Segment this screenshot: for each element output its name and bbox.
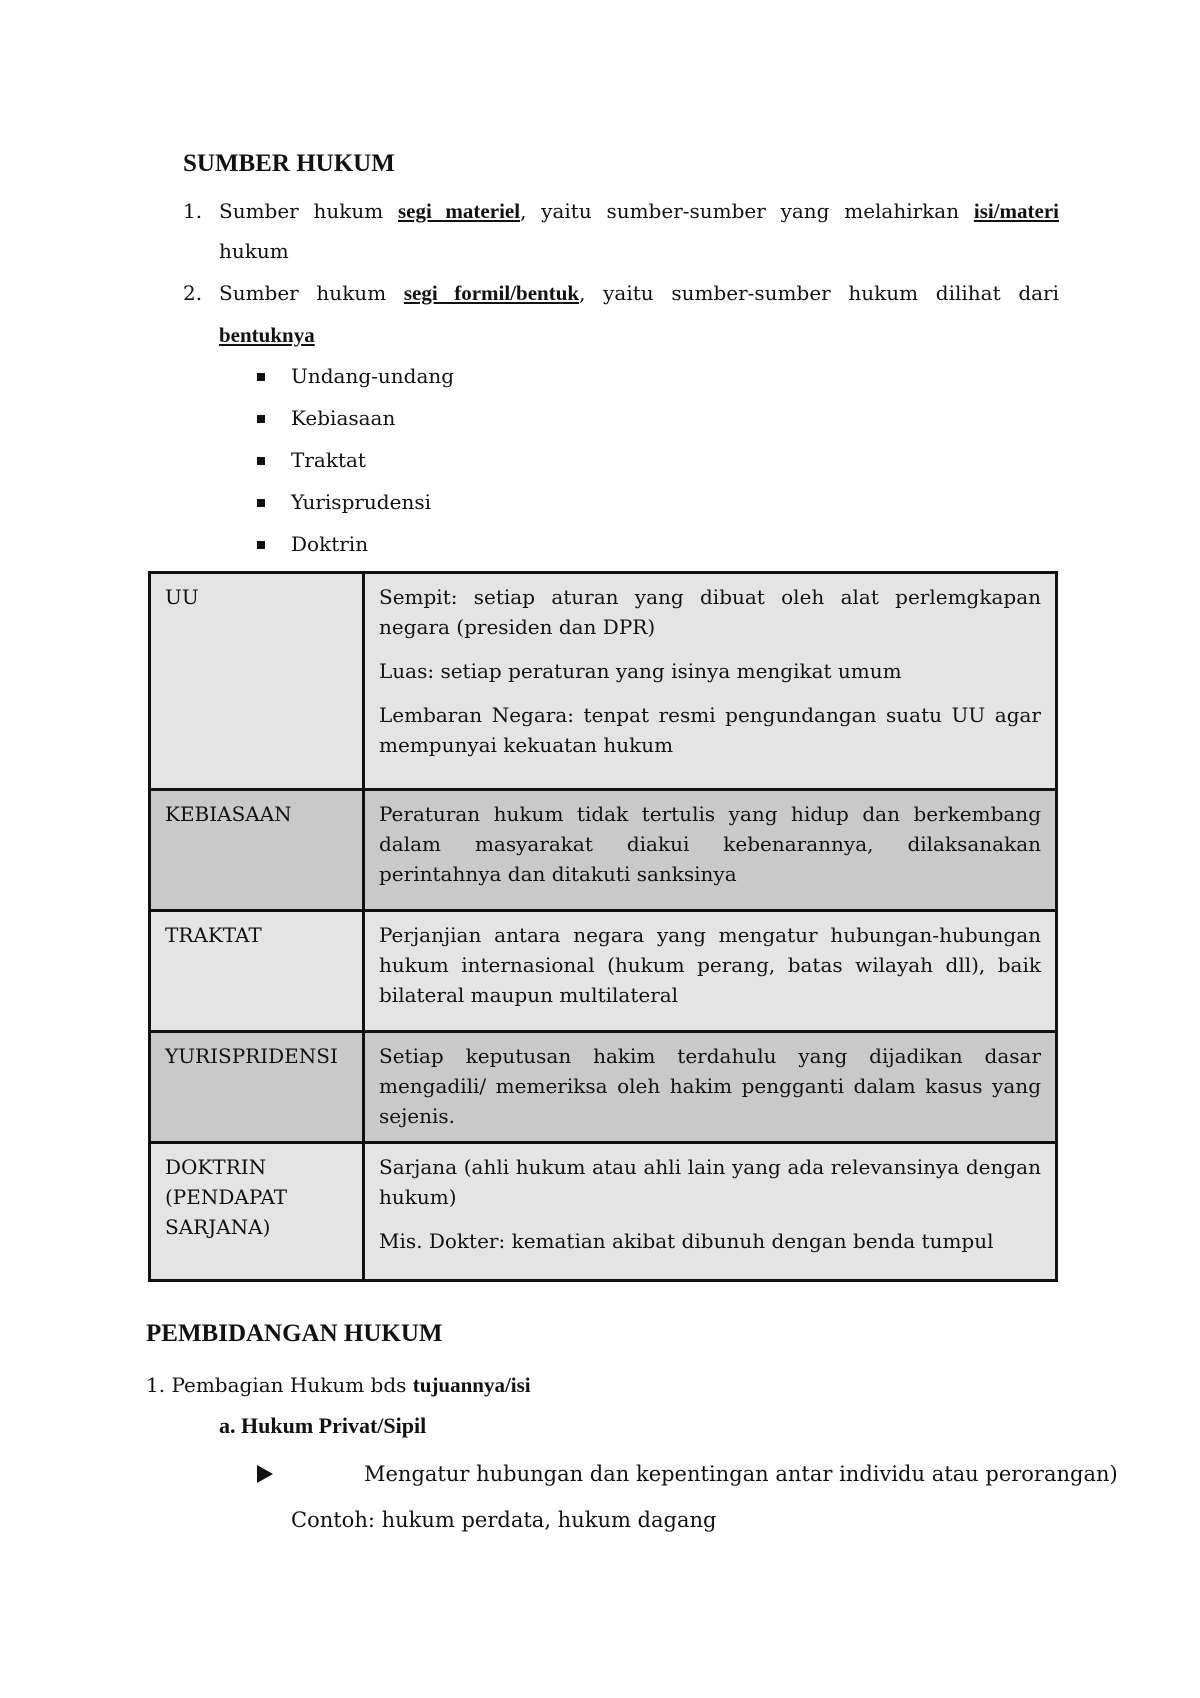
item2-emph-bentuknya: bentuknya xyxy=(219,323,315,347)
table-paragraph: Setiap keputusan hakim terdahulu yang dijadikan dasar mengadili/ memeriksa oleh hakim pengganti dalam kasus yang sejenis. xyxy=(379,1044,1041,1128)
table-row xyxy=(150,1032,1057,1143)
section2-item-1 xyxy=(146,1364,531,1406)
section2-item1-text: 1. Pembagian Hukum bds xyxy=(146,1373,413,1397)
item1-text-a: Sumber hukum xyxy=(219,199,398,223)
sumber-hukum-table xyxy=(148,571,1058,1282)
item2-text-b: , yaitu sumber-sumber hukum dilihat dari xyxy=(579,281,1060,305)
table-paragraph: Luas: setiap peraturan yang isinya mengikat umum xyxy=(379,659,902,683)
bullet-square-icon xyxy=(257,373,265,381)
list-item-2-line2 xyxy=(219,314,315,356)
item2-emph-segi-formil: segi formil/bentuk xyxy=(403,281,580,305)
table-key-cell: KEBIASAAN xyxy=(150,790,364,911)
subheading-hukum-privat: a. Hukum Privat/Sipil xyxy=(219,1413,427,1438)
table-value-cell xyxy=(364,573,1057,790)
item1-emph-isi-materi: isi/materi xyxy=(973,199,1059,223)
list-item-1-line2: hukum xyxy=(219,239,289,263)
bullet-item: Traktat xyxy=(291,448,366,472)
item2-text-a: Sumber hukum xyxy=(219,281,404,305)
table-value-cell xyxy=(364,790,1057,911)
table-key-cell: TRAKTAT xyxy=(150,911,364,1032)
bullet-square-icon xyxy=(257,499,265,507)
table-key-cell: DOKTRIN (PENDAPAT SARJANA) xyxy=(150,1143,364,1281)
arrow-bullet-icon xyxy=(257,1465,273,1483)
table-paragraph: Peraturan hukum tidak tertulis yang hidup dan berkembang dalam masyarakat diakui kebenarannya, dilaksanakan perintahnya dan ditakuti sanksinya xyxy=(379,802,1041,886)
bullet-item: Kebiasaan xyxy=(291,406,396,430)
table-key-cell: YURISPRIDENSI xyxy=(150,1032,364,1143)
table-row xyxy=(150,911,1057,1032)
list-item-1-line1 xyxy=(219,190,1059,232)
table-paragraph: Sempit: setiap aturan yang dibuat oleh alat perlemgkapan negara (presiden dan DPR) xyxy=(379,585,1041,639)
item1-emph-segi-materiel: segi materiel xyxy=(397,199,521,223)
bullet-item: Doktrin xyxy=(291,532,369,556)
bullet-item: Undang-undang xyxy=(291,364,455,388)
section2-item1-bold: tujuannya/isi xyxy=(412,1373,531,1397)
table-value-cell xyxy=(364,1032,1057,1143)
section-title-sumber-hukum: SUMBER HUKUM xyxy=(183,150,395,177)
list-item-2-line1 xyxy=(219,272,1059,314)
arrow-item-text: Mengatur hubungan dan kepentingan antar individu atau perorangan) xyxy=(364,1462,1118,1486)
table-paragraph: Sarjana (ahli hukum atau ahli lain yang ada relevansinya dengan hukum) xyxy=(379,1155,1041,1209)
bullet-item: Yurisprudensi xyxy=(291,490,431,514)
table-row xyxy=(150,573,1057,790)
table-paragraph: Perjanjian antara negara yang mengatur hubungan-hubungan hukum internasional (hukum perang, batas wilayah dll), baik bilateral maupun multilateral xyxy=(379,923,1041,1007)
table-paragraph: Lembaran Negara: tenpat resmi pengundangan suatu UU agar mempunyai kekuatan hukum xyxy=(379,703,1041,757)
list-number-2: 2. xyxy=(183,281,203,305)
bullet-square-icon xyxy=(257,541,265,549)
table-value-cell xyxy=(364,1143,1057,1281)
item1-text-b: , yaitu sumber-sumber yang melahirkan xyxy=(520,199,974,223)
table-key-cell: UU xyxy=(150,573,364,790)
bullet-square-icon xyxy=(257,415,265,423)
table-paragraph: Mis. Dokter: kematian akibat dibunuh dengan benda tumpul xyxy=(379,1229,994,1253)
table-value-cell xyxy=(364,911,1057,1032)
example-text: Contoh: hukum perdata, hukum dagang xyxy=(291,1508,717,1532)
section-title-pembidangan-hukum: PEMBIDANGAN HUKUM xyxy=(146,1320,443,1347)
table-row xyxy=(150,1143,1057,1281)
table-row xyxy=(150,790,1057,911)
bullet-square-icon xyxy=(257,457,265,465)
list-number-1: 1. xyxy=(183,199,203,223)
